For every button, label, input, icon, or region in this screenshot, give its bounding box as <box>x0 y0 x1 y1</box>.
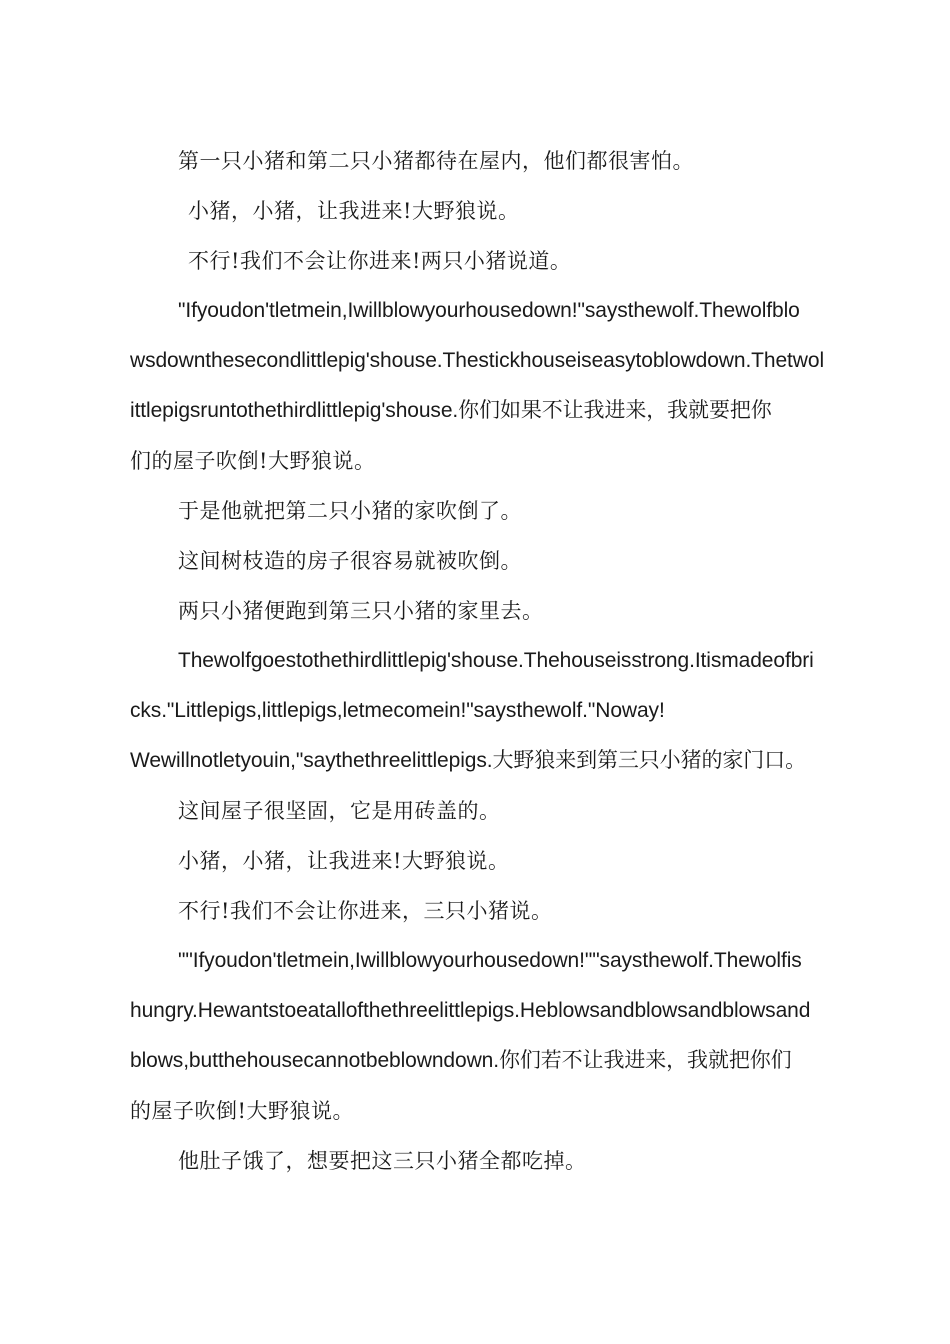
text-line: 的屋子吹倒!大野狼说。 <box>130 1099 354 1123</box>
text-line: 他肚子饿了，想要把这三只小猪全都吃掉。 <box>178 1149 587 1173</box>
text-line: ""Ifyoudon'tletmein,Iwillblowyourhousedown!""saysthewolf.Thewolfis <box>178 949 802 972</box>
text-line: 两只小猪便跑到第三只小猪的家里去。 <box>178 599 544 623</box>
text-line: Thewolfgoestothethirdlittlepig'shouse.Thehouseisstrong.Itismadeofbri <box>178 649 814 672</box>
text-line: 不行!我们不会让你进来!两只小猪说道。 <box>188 249 572 273</box>
text-line: Wewillnotletyouin,"saythethreelittlepigs.大野狼来到第三只小猪的家门口。 <box>130 749 806 772</box>
text-line: 这间树枝造的房子很容易就被吹倒。 <box>178 549 522 573</box>
text-line: 第一只小猪和第二只小猪都待在屋内，他们都很害怕。 <box>178 149 694 173</box>
text-line: 这间屋子很坚固，它是用砖盖的。 <box>178 799 501 823</box>
text-line: 们的屋子吹倒!大野狼说。 <box>130 449 376 473</box>
text-line: 小猪，小猪，让我进来!大野狼说。 <box>188 199 520 223</box>
text-line: 小猪，小猪，让我进来!大野狼说。 <box>178 849 510 873</box>
text-line: blows,butthehousecannotbeblowndown.你们若不让我进来，我就把你们 <box>130 1049 792 1072</box>
text-line: ittlepigsruntothethirdlittlepig'shouse.你们如果不让我进来，我就要把你 <box>130 399 772 422</box>
text-line: cks."Littlepigs,littlepigs,letmecomein!"saysthewolf."Noway! <box>130 699 665 722</box>
text-line: wsdownthesecondlittlepig'shouse.Thestickhouseiseasytoblowdown.Thetwol <box>130 349 825 372</box>
text-line: 于是他就把第二只小猪的家吹倒了。 <box>178 499 522 523</box>
text-line: 不行!我们不会让你进来，三只小猪说。 <box>178 899 553 923</box>
text-line: "Ifyoudon'tletmein,Iwillblowyourhousedown!"saysthewolf.Thewolfblo <box>178 299 800 322</box>
text-line: hungry.Hewantstoeatallofthethreelittlepigs.Heblowsandblowsandblowsand <box>130 999 811 1022</box>
